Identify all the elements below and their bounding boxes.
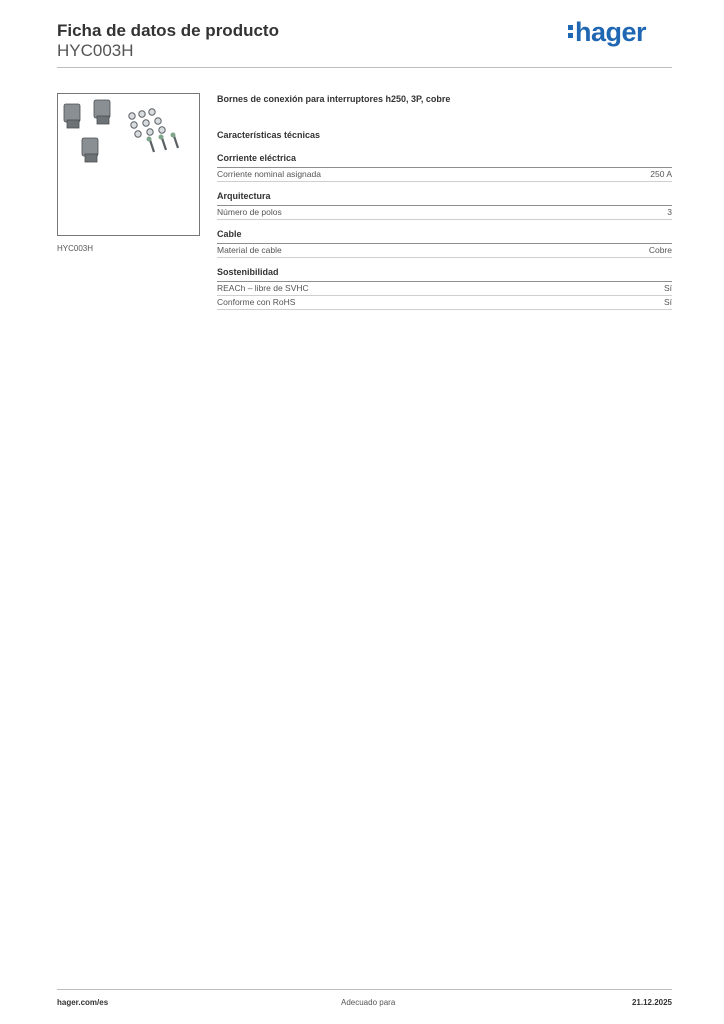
spec-group-cable — [217, 229, 672, 258]
spec-group-title: Cable — [217, 229, 672, 244]
spec-group-title: Corriente eléctrica — [217, 153, 672, 168]
spec-value: Cobre — [648, 245, 672, 255]
footer-website-link[interactable]: hager.com/es — [57, 998, 109, 1007]
spec-label: REACh – libre de SVHC — [217, 283, 309, 293]
footer-divider — [57, 989, 672, 990]
spec-group-sostenibilidad — [217, 267, 672, 310]
spec-value: 3 — [667, 207, 672, 217]
spec-value: Sí — [663, 297, 672, 307]
document-footer — [57, 998, 672, 1010]
spec-group-title: Sostenibilidad — [217, 267, 672, 282]
spec-value: 250 A — [650, 169, 672, 179]
spec-label: Conforme con RoHS — [217, 297, 296, 307]
spec-group-arquitectura — [217, 191, 672, 220]
product-description: Bornes de conexión para interruptores h250, 3P, cobre — [217, 94, 451, 104]
spec-group-corriente — [217, 153, 672, 182]
spec-row — [217, 282, 672, 296]
spec-label: Material de cable — [217, 245, 282, 255]
logo-colon-icon — [568, 22, 573, 41]
footer-date: 21.12.2025 — [631, 998, 672, 1007]
spec-row — [217, 296, 672, 310]
hager-logo — [568, 17, 646, 48]
logo-text: hager — [575, 17, 647, 47]
page-title: Ficha de datos de producto — [57, 21, 279, 40]
connection-terminals-illustration — [58, 94, 199, 235]
spec-row — [217, 244, 672, 258]
product-details — [217, 94, 672, 310]
document-header — [57, 21, 279, 61]
spec-group-title: Arquitectura — [217, 191, 672, 206]
spec-label: Número de polos — [217, 207, 282, 217]
header-divider — [57, 67, 672, 68]
section-heading: Características técnicas — [217, 130, 321, 140]
product-code: HYC003H — [57, 41, 134, 60]
spec-value: Sí — [663, 283, 672, 293]
image-caption: HYC003H — [57, 244, 94, 253]
spec-label: Corriente nominal asignada — [217, 169, 321, 179]
footer-center-text: Adecuado para — [341, 998, 396, 1007]
product-image — [57, 93, 200, 236]
spec-row — [217, 168, 672, 182]
spec-row — [217, 206, 672, 220]
